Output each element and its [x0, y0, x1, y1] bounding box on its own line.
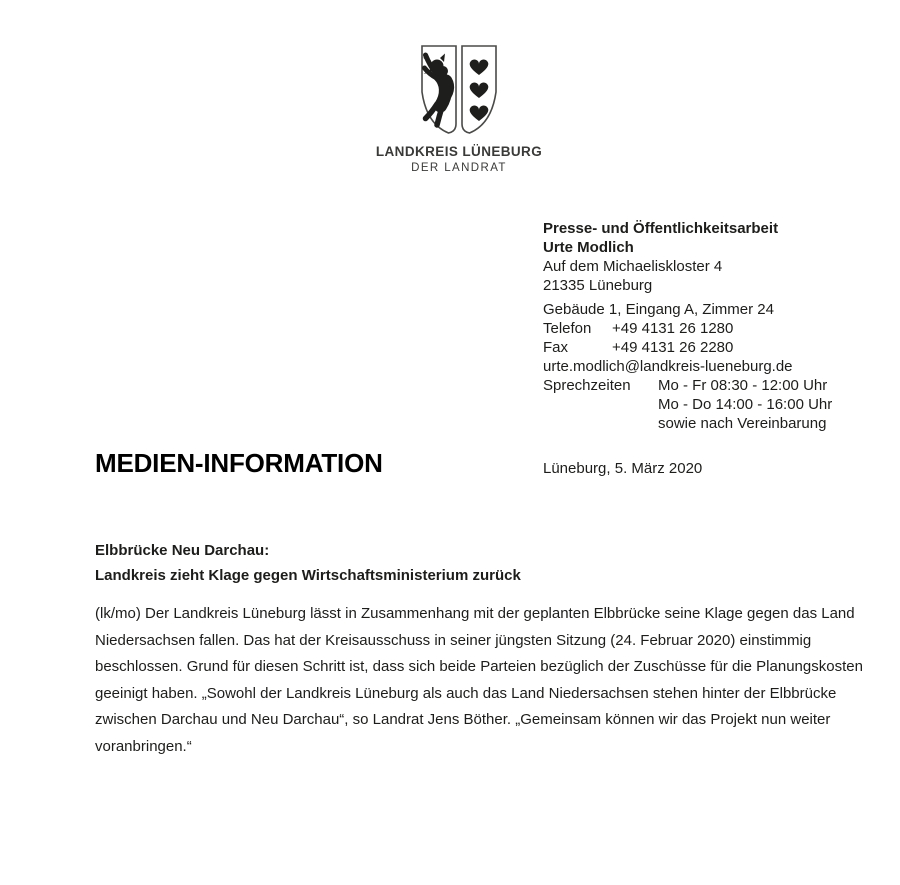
contact-city: 21335 Lüneburg [543, 277, 653, 294]
org-name: LANDKREIS LÜNEBURG [375, 144, 543, 159]
phone-number: +49 4131 26 1280 [612, 320, 734, 337]
coat-of-arms-icon [420, 45, 498, 135]
contact-department: Presse- und Öffentlichkeitsarbeit [543, 220, 779, 237]
hours-line: Mo - Do 14:00 - 16:00 Uhr [658, 396, 833, 413]
phone-label: Telefon [543, 320, 592, 337]
subject-line-2: Landkreis zieht Klage gegen Wirtschaftsministerium zurück [95, 567, 521, 584]
contact-email: urte.modlich@landkreis-lueneburg.de [543, 358, 793, 375]
logo-block [0, 45, 900, 174]
fax-number: +49 4131 26 2280 [612, 339, 734, 356]
contact-phone-row [543, 319, 832, 338]
office-hours-row [543, 376, 832, 395]
hours-line: sowie nach Vereinbarung [658, 415, 827, 432]
fax-label: Fax [543, 339, 569, 356]
hours-label: Sprechzeiten [543, 377, 631, 394]
subject-line-1: Elbbrücke Neu Darchau: [95, 542, 270, 559]
contact-building: Gebäude 1, Eingang A, Zimmer 24 [543, 301, 774, 318]
org-subtitle: DER LANDRAT [411, 162, 507, 174]
page-title: MEDIEN-INFORMATION [95, 448, 383, 478]
contact-name: Urte Modlich [543, 239, 634, 256]
body-paragraph: (lk/mo) Der Landkreis Lüneburg lässt in Zusammenhang mit der geplanten Elbbrücke seine Klage gegen das Land Niedersachsen fallen. Das hat der Kreisausschuss in seiner jüngsten Sitzung (24. Februar 2020) einstimmig beschlossen. Grund für diesen Schritt ist, dass sich beide Parteien bezüglich der Zuschüsse für die Planungskosten geeinigt haben. „Sowohl der Landkreis Lüneburg als auch das Land Niedersachsen stehen hinter der Elbbrücke zwischen Darchau und Neu Darchau“, so Landrat Jens Böther. „Gemeinsam können wir das Projekt nun weiter voranbringen.“ [95, 605, 863, 755]
dateline: Lüneburg, 5. März 2020 [543, 460, 703, 477]
subject-block [95, 538, 521, 588]
contact-fax-row [543, 338, 832, 357]
hearts-icon [470, 60, 489, 121]
hours-line: Mo - Fr 08:30 - 12:00 Uhr [658, 377, 828, 394]
contact-street: Auf dem Michaeliskloster 4 [543, 258, 723, 275]
contact-block [543, 219, 832, 433]
